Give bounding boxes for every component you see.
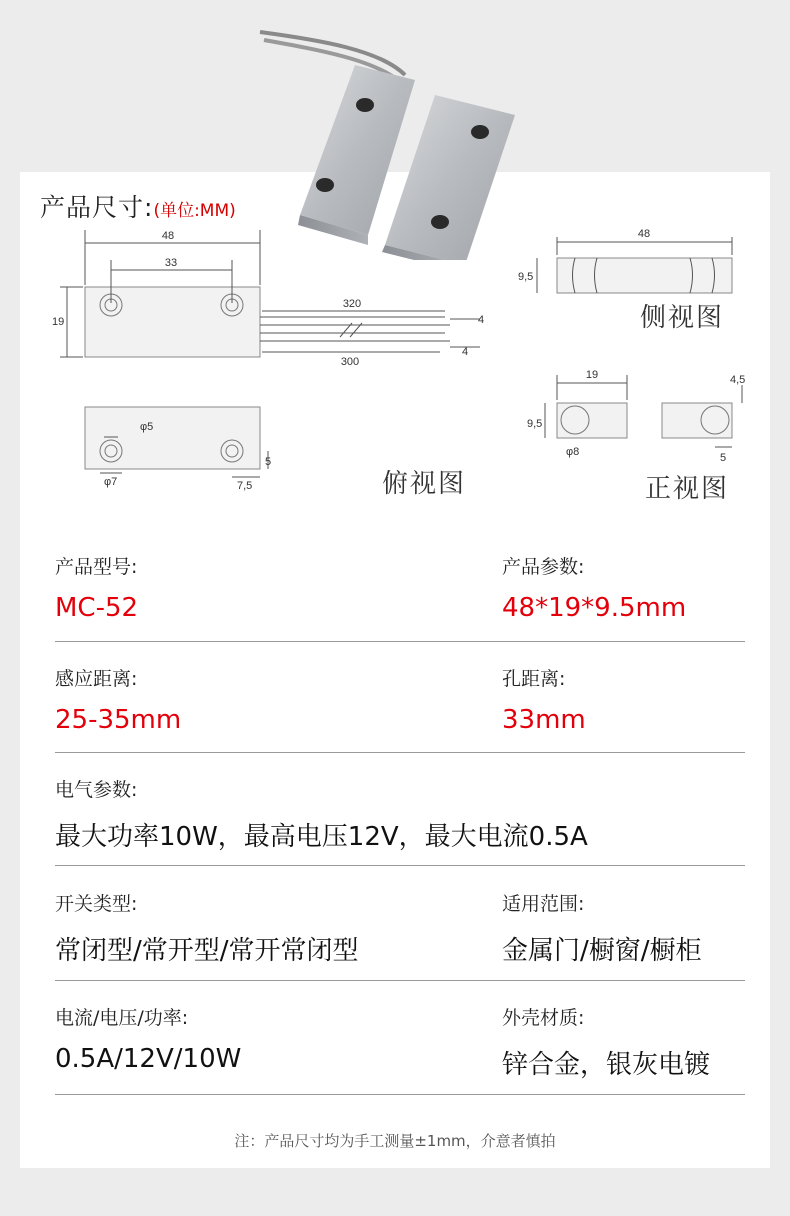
front-view-label: 正视图 (645, 474, 730, 504)
spec-value: 0.5A/12V/10W (55, 1044, 242, 1074)
divider (55, 980, 745, 981)
spec-label: 电气参数: (55, 779, 138, 801)
spec-label: 产品参数: (502, 556, 585, 578)
spec-label: 适用范围: (502, 893, 585, 915)
bottom-view-label: 俯视图 (382, 469, 467, 499)
spec-value: 最大功率10W，最高电压12V，最大电流0.5A (55, 822, 588, 852)
dim-front-bore: φ8 (566, 446, 580, 458)
spec-label: 产品型号: (55, 556, 138, 578)
dim-side-thickness: 9,5 (518, 271, 534, 283)
spec-value: 锌合金，银灰电镀 (502, 1050, 711, 1080)
dim-front-thickness: 9,5 (527, 418, 543, 430)
spec-value: 48*19*9.5mm (502, 593, 687, 623)
dim-cable-short: 300 (340, 356, 360, 368)
spec-value: 金属门/橱窗/橱柜 (502, 936, 702, 966)
dim-front-hole-offset: 5 (720, 452, 727, 464)
dim-hole-spacing: 33 (164, 257, 178, 269)
dimensions-unit: (单位:MM) (153, 201, 236, 221)
spec-value: 25-35mm (55, 705, 182, 735)
spec-value: MC-52 (55, 593, 139, 623)
spec-value: 常闭型/常开型/常开常闭型 (55, 936, 359, 966)
dim-side-width: 48 (637, 228, 651, 240)
side-view-label: 侧视图 (640, 303, 725, 333)
spec-label: 外壳材质: (502, 1007, 585, 1029)
divider (55, 641, 745, 642)
dim-hole-edge-offset: 7,5 (237, 480, 253, 492)
spec-label: 开关类型: (55, 893, 138, 915)
dim-counterbore: φ7 (104, 476, 118, 488)
dim-cable-long: 320 (342, 298, 362, 310)
divider (55, 752, 745, 753)
spec-label: 电流/电压/功率: (55, 1007, 189, 1029)
dim-hole-height: 5 (265, 456, 272, 468)
divider (55, 1094, 745, 1095)
spec-label: 孔距离: (502, 668, 566, 690)
dim-wire-tip-a: 4 (478, 314, 485, 326)
spec-value: 33mm (502, 705, 586, 735)
dim-wire-tip-b: 4 (462, 346, 469, 358)
dim-front-height-offset: 4,5 (730, 374, 746, 386)
divider (55, 865, 745, 866)
dimensions-title-text: 产品尺寸: (40, 193, 154, 222)
dim-top-width: 48 (161, 230, 175, 242)
spec-label: 感应距离: (55, 668, 138, 690)
footnote: 注：产品尺寸均为手工测量±1mm，介意者慎拍 (234, 1132, 556, 1150)
dim-hole-diameter: φ5 (140, 421, 154, 433)
dim-front-width: 19 (585, 369, 599, 381)
dim-top-height: 19 (52, 316, 65, 328)
